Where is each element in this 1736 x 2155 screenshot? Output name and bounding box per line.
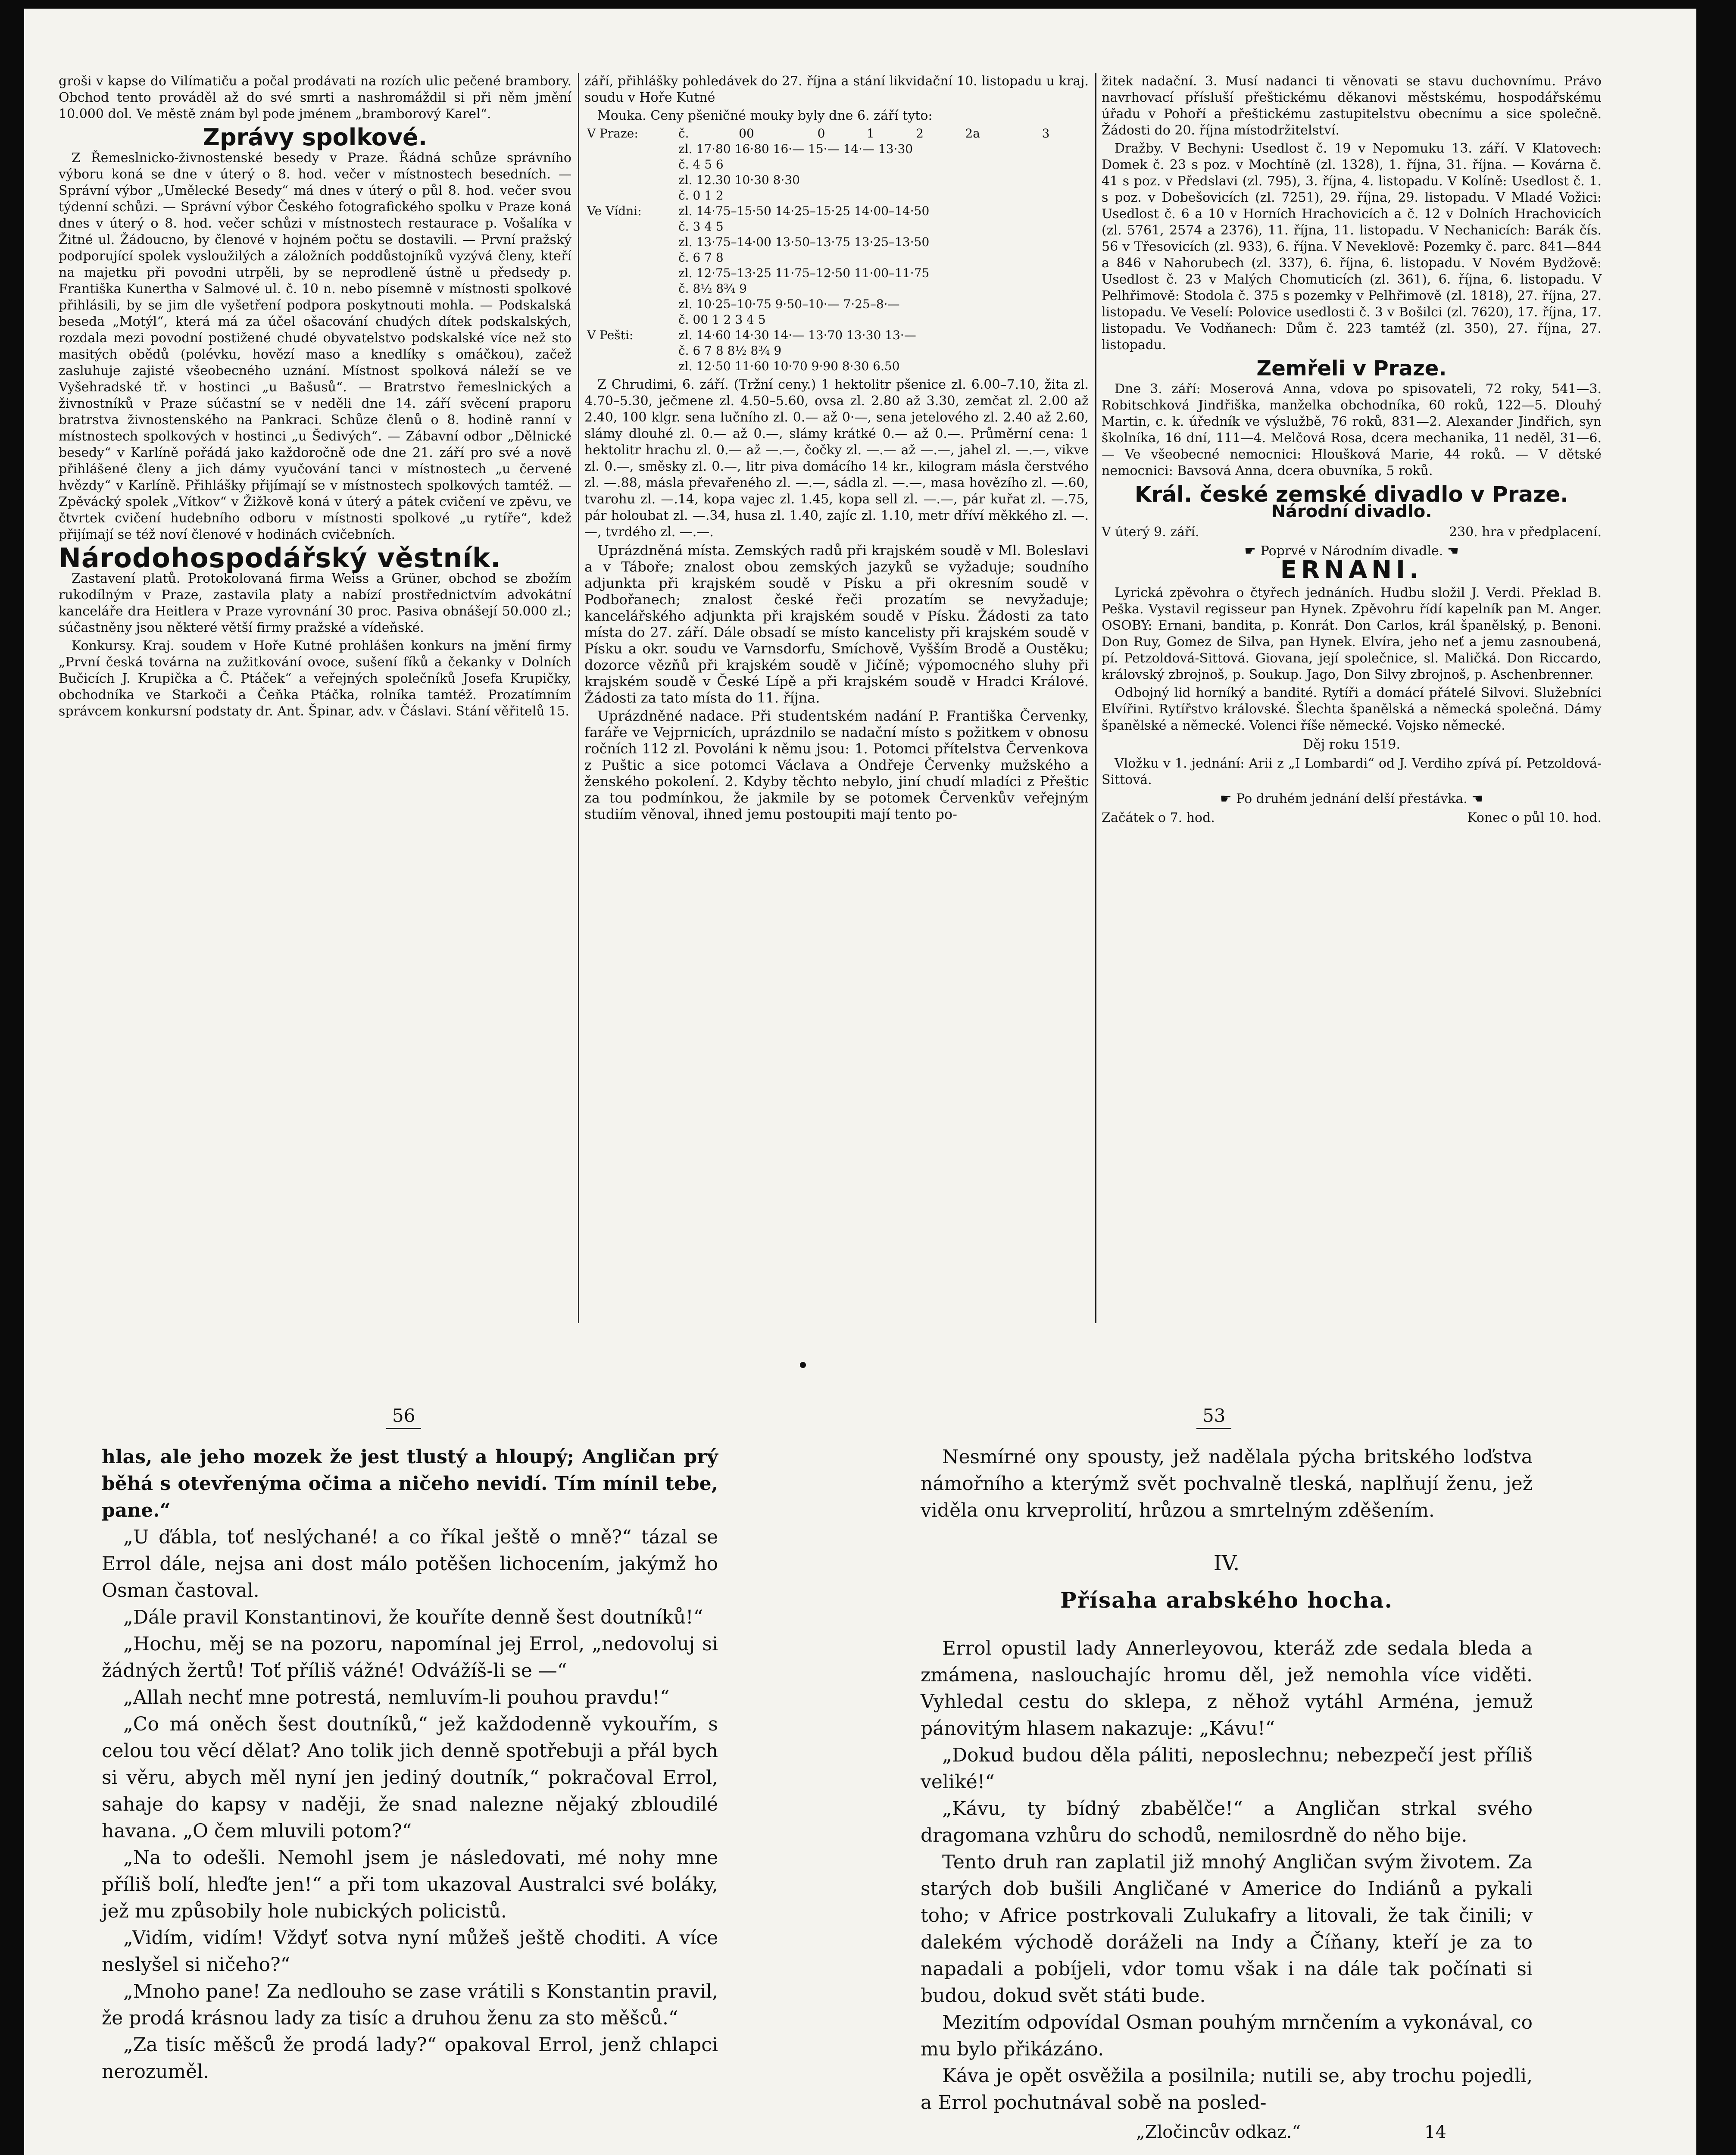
book-paragraph: Mezitím odpovídal Osman pouhým mrnčením a vykonával, co mu bylo přikázáno. [921,2011,1533,2060]
book-paragraph: Káva je opět osvěžila a posilnila; nutili se, aby trochu pojedli, a Errol pochutnával sobě na posled- [921,2065,1533,2114]
column-2 [584,73,1089,824]
pointing-hand-left-icon: ☚ [1471,791,1483,806]
uprazdnene-nadace-text: Uprázdněné nadace. Při studentském nadání P. Františka Červenky, faráře ve Vejprnicích, uprázdnilo se nadační místo s požitkem v obnosu ročních 112 zl. Povoláni k němu jsou: 1. Potomci přítelstva Červenkova z Puštic a sice potomci Václava a Ondřeje Červenky mužského a ženského pokolení. 2. Kdyby těchto nebylo, jiní chudí mladíci z Přeštic za tou podmínkou, že jakmile by se potomek Červenkův veřejným studiím věnoval, ihned jemu postoupiti mají tento po- [584,708,1089,822]
table-cell: č. 3 4 5 [678,219,724,234]
subheading-narodni-divadlo: Národní divadlo. [1271,502,1432,522]
book-paragraph: Errol opustil lady Annerleyovou, kteráž zde sedala bleda a zmámena, naslouchajíc hromu děl, jež nemohla více viděti. Vyhledal cestu do sklepa, z něhož vytáhl Arména, jemuž pánovitým hlasem nakazuje: „Kávu!“ [921,1637,1533,1740]
table-row [584,234,1089,250]
book-paragraph: „Kávu, ty bídný zbabělče!“ a Angličan strkal svého dragomana vzhůru do schodů, nemilosrdně do něho bije. [921,1798,1533,1846]
table-row [584,157,1089,172]
table-cell: 0 [817,126,825,141]
table-cell: zl. 12·75–13·25 11·75–12·50 11·00–11·75 [678,266,930,280]
table-row [584,297,1089,312]
table-row [584,328,1089,343]
table-cell: č. [678,126,689,141]
table-cell: č. 8½ 8¾ 9 [678,281,747,296]
column-1-intro: groši v kapse do Vilímatiču a počal prodávati na rozích ulic pečené brambory. Obchod tento prováděl až do své smrti a nashromáždil si při něm jmění 10.000 dol. Ve městě znám byl pode jménem „bramborový Karel“. [59,74,571,122]
pause-text: Po druhém jednání delší přestávka. [1236,791,1467,806]
table-cell: zl. 10·25–10·75 9·50–10·— 7·25–8·— [678,297,900,311]
book-paragraph: „Na to odešli. Nemohl jsem je následovati, mé nohy mne příliš bolí, hleďte jen!“ a při tom ukazoval Australci své boláky, jež mu způsobily hole nubických policistů. [102,1847,718,1922]
spolkove-text: Z Řemeslnicko-živnostenské besedy v Praze. Řádná schůze správního výboru koná se dne v úterý o 8. hod. večer v místnostech besedních. — Správní výbor „Umělecké Besedy“ má dnes v úterý o půl 8. hod. večer svou týdenní schůzi. — Správní výbor Českého fotografického spolku v Praze koná dnes v úterý o 8. hod. večer schůzi v místnostech restaurace p. Vošalíka v Žitné ul. Žádoucno, by členové v hojném počtu se dostavili. — První pražský podporující spolek vysloužilých a záložních poddůstojníků vyzývá členy, kteří na majetku při povodni utrpěli, by se neprodleně ústně u předsedy p. Františka Kunertha v Salmové ul. č. 10 n. nebo písemně v místnosti spolkové přihlásili, by se jim dle vyšetření podpora poskytnouti mohla. — Podskalská beseda „Motýl“, která má za účel ošacování chudých dítek podskalských, rozdala mezi povodní postižené chudé obyvatelstvo podskalské více než sto masitých obědů (polévku, hovězí maso a knedlíky s omáčkou), začež zasluhuje zajisté všeobecného uznání. Místnost spolková náleží se ve Vyšehradské tř. v hostinci „u Bašusů“. — Bratrstvo řemeslnických a živnostníků v Praze súčastní se v neděli dne 14. září svěcení praporu bratrstva živnostenského na Pankraci. Schůze členů o 8. hodině ranní v místnostech spolkových v hostinci „u Šedivých“. — Zábavní odbor „Dělnické besedy“ v Karlíně pořádá jako každoročně ode dne 21. září pro své a nově přihlášené členy a jich dámy vyučování tanci v místnostech „u červené hvězdy“ v Karlíně. Přihlášky přijímají se v místnostech spolkových tamtéž. — Zpěvácký spolek „Vítkov“ v Žižkově koná v úterý a pátek cvičení ve zpěvu, ve čtvrtek cvičení hudebního odboru v místnosti spolkové „u rytíře“, kdež přijímají se též noví členové v hodinách cvičebních. [59,150,571,542]
table-row [584,141,1089,157]
vlozka-text: Vložku v 1. jednání: Arii z „I Lombardi“ od J. Verdiho zpívá pí. Petzoldová-Sittová. [1102,756,1602,787]
times-line [1102,810,1602,826]
end-time: Konec o půl 10. hod. [1467,810,1602,825]
chapter-number: IV. [1213,1551,1240,1575]
column-rule [1095,73,1096,1323]
book-page-right [921,1444,1533,2146]
book-paragraph: „Mnoho pane! Za nedlouho se zase vrátili s Konstantin pravil, že prodá krásnou lady za tisíc a druhou ženu za sto měšců.“ [102,1980,718,2029]
table-cell: Ve Vídni: [587,204,642,218]
start-time: Začátek o 7. hod. [1102,810,1215,825]
table-cell: č. 6 7 8 8½ 8¾ 9 [678,344,782,358]
date-left: V úterý 9. září. [1102,525,1199,540]
table-cell: zl. 12.30 10·30 8·30 [678,173,800,187]
table-cell: zl. 14·60 14·30 14·— 13·70 13·30 13·— [678,328,916,342]
heading-zemreli: Zemřeli v Praze. [1256,356,1447,381]
pointing-hand-icon: ☛ [1220,791,1236,806]
heading-zpravy-spolkove: Zprávy spolkové. [203,124,428,151]
book-paragraph: „Allah nechť mne potrestá, nemluvím-li pouhou pravdu!“ [123,1687,670,1708]
book-footer [921,2119,1533,2146]
footer-sheet-number: 14 [1424,2122,1446,2142]
konkursy-text: Konkursy. Kraj. soudem v Hoře Kutné prohlášen konkurs na jmění firmy „První česká továrna na zužitkování ovoce, sušení fíků a čekanky v Dolních Bučicích J. Krupička a Č. Ptáček“ a veřejných společníků Josefa Krupičky, obchodníka ve Starkoči a Čeňka Ptáčka, rolníka tamtéž. Prozatímním správcem konkursní podstaty dr. Ant. Špinar, adv. v Čáslavi. Stání věřitelů 15. [59,638,571,719]
year-line: Děj roku 1519. [1303,737,1400,752]
uprazdnena-mista-text: Uprázdněná místa. Zemských radů při krajském soudě v Ml. Boleslavi a v Táboře; znalost obou zemských jazyků se vyžaduje; soudního adjunkta při krajském soudě v Písku a při okresním soudě v Podbořanech; znalost české řeči prozatím se nevyžaduje; kancelářského adjunkta při krajském soudě v Písku. Žádosti za tato místa do 27. září. Dále obsadí se místo kancelisty při krajském soudě v Písku a okr. soudu ve Varnsdorfu, Smíchově, Vyšším Brodě a Oustěku; dozorce vězňů při krajském soudě v Jičíně; výpomocného sluhy při krajském soudě v České Lípě a při krajském soudě v Hradci Králové. Žádosti za tato místa do 11. října. [584,542,1089,706]
newspaper-page [24,9,1696,2155]
table-cell: č. 6 7 8 [678,250,724,265]
column-3 [1102,73,1602,826]
table-cell: 00 [739,126,754,141]
book-paragraph: „Za tisíc měšců že prodá lady?“ opakoval Errol, jenž chlapci nerozuměl. [102,2034,718,2083]
book-paragraph: Tento druh ran zaplatil již mnohý Angličan svým životem. Za starých dob bušili Angličané v Americe do Indiánů a pykali toho; v Africe postrkovali Zulukafry a litovali, že tak činili; v dalekém východě doráželi na Indy a Číňany, kteří je za to napadali a pobíjeli, vdor tomu však i na dále tak počínati si budou, dokud svět státi bude. [921,1851,1533,2007]
table-row [584,172,1089,188]
table-header-row [584,126,1089,141]
opera-text-2: Odbojný lid horníký a bandité. Rytíři a domácí přátelé Silvovi. Služebníci Elvířini. Rytířstvo královské. Šlechta španělská a německá společná. Dámy španělské a německé. Volenci říše německé. Vojsko německé. [1102,685,1602,733]
book-paragraph: „Dokud budou děla páliti, neposlechnu; nebezpečí jest příliš veliké!“ [921,1744,1533,1793]
hosp-text: Zastavení platů. Protokolovaná firma Weiss a Grüner, obchod se zbožím rukodílným v Praze, zastavila platy a nabízí prostřednictvím advokátní kanceláře dra Heitlera v Praze vyrovnání 30 proc. Pasiva obnášejí 50.000 zl.; súčastněny jsou některé větší firmy pražské a vídeňské. [59,571,571,635]
table-cell: č. 0 1 2 [678,188,724,203]
footer-title: „Zločincův odkaz.“ [1136,2122,1301,2142]
pointing-hand-icon: ☛ [1244,543,1261,559]
chrudim-text: Z Chrudimi, 6. září. (Tržní ceny.) 1 hektolitr pšenice zl. 6.00–7.10, žita zl. 4.70–5.30, ječmene zl. 4.50–5.60, ovsa zl. 2.80 až 3.30, zemčat zl. 2.00 až 2.40, 100 klgr. sena lučního zl. 0.— až 0·—, sena jetelového zl. 2.40 až 2.60, slámy dlouhé zl. 0.— až 0.—, slámy krátké 0.— až 0.—. Průměrní cena: 1 hektolitr hrachu zl. 0.— až —.—, čočky zl. —.— až —.—, jahel zl. —.—, vikve zl. 0.—, směsky zl. 0.—, litr piva domácího 14 kr., kilogram másla čerstvého zl. —.88, másla převařeného zl. —.—, sádla zl. —.—, masa hovězího zl. —.60, tvarohu zl. —.14, kopa vajec zl. 1.45, kopa sell zl. —.—, pár kuřat zl. —.75, pár holoubat zl. —.34, husa zl. 1.40, zajíc zl. 1.10, metr dříví měkkého zl. —.—, tvrdého zl. —.—. [584,377,1089,540]
book-paragraph: „Vidím, vidím! Vždyť sotva nyní můžeš ještě choditi. A více neslyšel si ničeho?“ [102,1927,718,1976]
heading-divadlo: Král. české zemské divadlo v Praze. [1134,482,1569,507]
page-number-left-text: 56 [386,1405,421,1429]
book-paragraph: hlas, ale jeho mozek že jest tlustý a hloupý; Angličan prý běhá s otevřenýma očima a ničeho nevidí. Tím mínil tebe, pane.“ [102,1446,718,1521]
table-cell: zl. 14·75–15·50 14·25–15·25 14·00–14·50 [678,204,930,218]
table-cell: 3 [1042,126,1050,141]
mouka-text: Mouka. Ceny pšeničné mouky byly dne 6. září tyto: [597,108,933,123]
date-right: 230. hra v předplacení. [1449,525,1602,540]
book-paragraph: „U ďábla, toť neslýchané! a co říkal ještě o mně?“ tázal se Errol dále, nejsa ani dost málo potěšen lichocením, jakýmž ho Osman častoval. [102,1526,718,1602]
table-cell: V Pešti: [587,328,634,342]
page-number-left [386,1405,421,1429]
table-cell: zl. 13·75–14·00 13·50–13·75 13·25–13·50 [678,235,930,249]
opera-text: Lyrická zpěvohra o čtyřech jednáních. Hudbu složil J. Verdi. Překlad B. Peška. Vystavil regisseur pan Hynek. Zpěvohru řídí kapelník pan M. Anger. OSOBY: Ernani, bandita, p. Konrát. Don Carlos, král španělský, p. Benoni. Don Ruy, Gomez de Silva, pan Hynek. Elvíra, jeho neť a jemu zasnoubená, pí. Petzoldová-Sittová. Giovana, její společnice, sl. Maličká. Don Riccardo, královský zbrojnoš, p. Soukup. Jago, Don Silvy zbrojnoš, p. Aschenbrenner. [1102,585,1602,682]
book-paragraph: „Hochu, měj se na pozoru, napomínal jej Errol, „nedovoluj si žádných žertů! Toť příliš vážné! Odvážíš-li se —“ [102,1633,718,1682]
play-title-text: ERNANI. [1280,556,1423,584]
pointing-hand-left-icon: ☚ [1447,543,1459,559]
chapter-title: Přísaha arabského hocha. [1060,1587,1393,1613]
page-number-right [1196,1405,1231,1429]
table-row [584,312,1089,328]
zemreli-text: Dne 3. září: Moserová Anna, vdova po spisovateli, 72 roky, 541—3. Robitschková Jindřiška, manželka obchodníka, 60 roků, 122—5. Dlouhý Martin, c. k. úředník ve výslužbě, 76 roků, 831—2. Alexander Jindřich, syn školníka, 16 dní, 111—4. Melčová Rosa, dcera mechanika, 11 neděl, 31—6. — Ve všeobecné nemocnici: Hloušková Marie, 44 roků. — V dětské nemocnici: Bavsová Anna, dcera obuvníka, 5 roků. [1102,381,1602,478]
column-2-intro: září, přihlášky pohledávek do 27. října a stání likvidační 10. listopadu u kraj. soudu v Hoře Kutné [584,74,1089,105]
table-cell: zl. 12·50 11·60 10·70 9·90 8·30 6.50 [678,359,900,373]
date-line [1102,524,1602,540]
dot-mark [800,1362,806,1368]
column-3-intro: žitek nadační. 3. Musí nadanci ti věnovati se stavu duchovnímu. Právo navrhovací přísluší přeštickému děkanovi městskému, hospodářskému úřadu v Pohoří a přeštickému zastupitelstvu obecnímu a sice společně. Žádosti do 20. října místodržitelství. [1102,74,1602,138]
table-cell: 1 [866,126,874,141]
pause-line [1102,791,1602,807]
table-row [584,203,1089,219]
column-rule [578,73,579,1323]
book-paragraph: „Dále pravil Konstantinovi, že kouříte denně šest doutníků!“ [123,1606,703,1628]
table-row [584,188,1089,203]
table-row [584,265,1089,281]
first-time-text: Poprvé v Národním divadle. [1260,543,1443,559]
table-cell: č. 00 1 2 3 4 5 [678,312,766,327]
table-row [584,219,1089,234]
drazby-text: Dražby. V Bechyni: Usedlost č. 19 v Nepomuku 13. září. V Klatovech: Domek č. 23 s poz. v Mochtíně (zl. 1328), 1. října, 31. října. — Kovárna č. 41 s poz. v Předslavi (zl. 795), 3. října, 4. listopadu. V Kolíně: Usedlost č. 1. s poz. v Dobešovicích (zl. 7251), 29. října, 29. listopadu. V Mladé Vožici: Usedlost č. 6 a 10 v Horních Hrachovicích a č. 12 v Dolních Hrachovicích (zl. 5761, 2574 a 2376), 11. října, 11. listopadu. V Nechanicích: Barák čís. 56 v Třesovicích (zl. 933), 6. října. V Neveklově: Pozemky č. parc. 841—844 a 846 v Nahorubech (zl. 337), 6. října, 6. listopadu. V Novém Bydžově: Usedlost č. 23 v Malých Chomuticích (zl. 361), 6. října, 6. listopadu. V Pelhřimově: Stodola č. 375 s pozemky v Pelhřimově (zl. 1818), 27. října, 27. listopadu. Ve Veselí: Polovice usedlosti č. 3 v Bošilci (zl. 7620), 17. října, 17. listopadu. Ve Vodňanech: Dům č. 223 tamtéž (zl. 350), 27. října, 27. listopadu. [1102,141,1602,353]
table-row [584,343,1089,359]
table-cell: zl. 17·80 16·80 16·— 15·— 14·— 13·30 [678,142,913,156]
table-cell: č. 4 5 6 [678,157,724,172]
heading-narodohospodarsky-vestnik: Národohospodářský věstník. [59,542,501,574]
table-row [584,281,1089,297]
book-paragraph: Nesmírné ony spousty, jež nadělala pýcha britského loďstva námořního a kterýmž svět pochvalně tleská, naplňují ženu, jež viděla onu krveprolití, hrůzou a smrtelným zděšením. [921,1446,1533,1521]
column-1 [59,73,571,721]
table-cell: 2a [965,126,980,141]
table-cell: V Praze: [587,126,638,141]
page-number-right-text: 53 [1196,1405,1231,1429]
play-title [1102,556,1602,584]
book-paragraph: „Co má oněch šest doutníků,“ jež každodenně vykouřím, s celou tou věcí dělat? Ano tolik jich denně spotřebuji a přál bych si věru, abych měl nyní jen jediný doutník,“ pokračoval Errol, sahaje do kapsy v naději, že snad nalezne nějaký zbloudilé havana. „O čem mluvili potom?“ [102,1713,718,1842]
table-row [584,359,1089,374]
table-cell: 2 [916,126,924,141]
flour-price-table [584,126,1089,374]
book-page-left [102,1444,718,2085]
table-row [584,250,1089,265]
